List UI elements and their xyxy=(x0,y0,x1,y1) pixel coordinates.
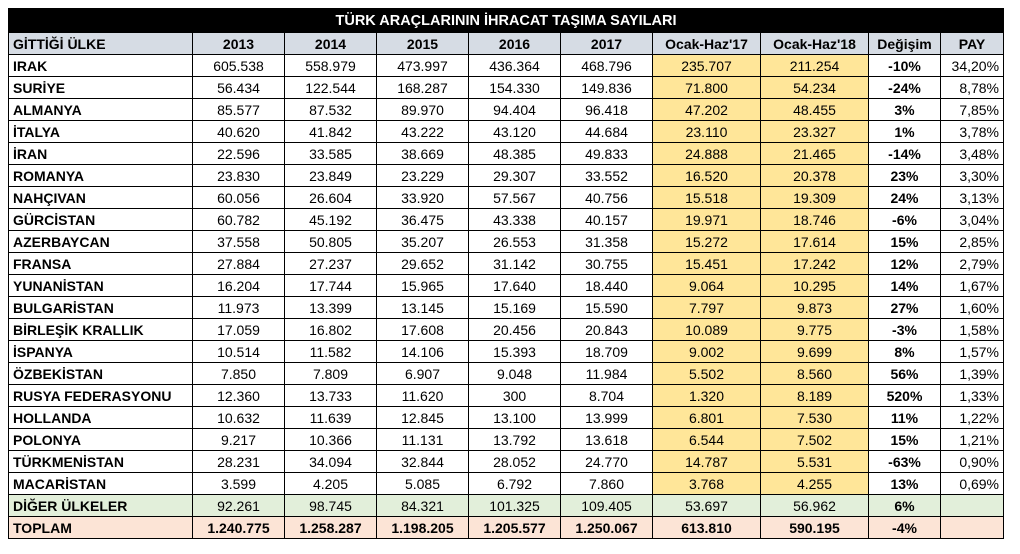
period-value-cell: 3.768 xyxy=(653,473,761,495)
value-cell: 13.733 xyxy=(285,385,377,407)
country-cell: ROMANYA xyxy=(9,165,193,187)
value-cell: 35.207 xyxy=(377,231,469,253)
share-cell: 1,60% xyxy=(941,297,1004,319)
share-cell: 0,90% xyxy=(941,451,1004,473)
value-cell: 56.434 xyxy=(193,77,285,99)
period-value-cell: 23.110 xyxy=(653,121,761,143)
value-cell: 92.261 xyxy=(193,495,285,517)
value-cell: 15.169 xyxy=(469,297,561,319)
period-value-cell: 8.560 xyxy=(761,363,869,385)
table-row xyxy=(9,451,1004,473)
value-cell: 33.585 xyxy=(285,143,377,165)
table-row xyxy=(9,297,1004,319)
value-cell: 41.842 xyxy=(285,121,377,143)
value-cell: 60.056 xyxy=(193,187,285,209)
value-cell: 7.809 xyxy=(285,363,377,385)
country-cell: SURİYE xyxy=(9,77,193,99)
column-header: GİTTİĞİ ÜLKE xyxy=(9,33,193,55)
column-header: 2014 xyxy=(285,33,377,55)
change-cell: 24% xyxy=(869,187,941,209)
value-cell: 11.582 xyxy=(285,341,377,363)
country-cell: DİĞER ÜLKELER xyxy=(9,495,193,517)
value-cell: 40.620 xyxy=(193,121,285,143)
period-value-cell: 53.697 xyxy=(653,495,761,517)
period-value-cell: 7.502 xyxy=(761,429,869,451)
period-value-cell: 56.962 xyxy=(761,495,869,517)
change-cell: 520% xyxy=(869,385,941,407)
country-cell: ALMANYA xyxy=(9,99,193,121)
value-cell: 14.106 xyxy=(377,341,469,363)
value-cell: 40.157 xyxy=(561,209,653,231)
value-cell: 85.577 xyxy=(193,99,285,121)
period-value-cell: 9.002 xyxy=(653,341,761,363)
period-value-cell: 19.309 xyxy=(761,187,869,209)
change-cell: -6% xyxy=(869,209,941,231)
value-cell: 11.639 xyxy=(285,407,377,429)
value-cell: 40.756 xyxy=(561,187,653,209)
period-value-cell: 15.451 xyxy=(653,253,761,275)
period-value-cell: 19.971 xyxy=(653,209,761,231)
value-cell: 7.850 xyxy=(193,363,285,385)
country-cell: TOPLAM xyxy=(9,517,193,539)
table-row xyxy=(9,55,1004,77)
change-cell: -24% xyxy=(869,77,941,99)
share-cell: 3,48% xyxy=(941,143,1004,165)
table-row xyxy=(9,231,1004,253)
value-cell: 16.204 xyxy=(193,275,285,297)
total-row xyxy=(9,517,1004,539)
share-cell: 1,22% xyxy=(941,407,1004,429)
value-cell: 84.321 xyxy=(377,495,469,517)
country-cell: İSPANYA xyxy=(9,341,193,363)
value-cell: 20.456 xyxy=(469,319,561,341)
change-cell: -4% xyxy=(869,517,941,539)
value-cell: 10.366 xyxy=(285,429,377,451)
period-value-cell: 17.614 xyxy=(761,231,869,253)
change-cell: 13% xyxy=(869,473,941,495)
table-row xyxy=(9,319,1004,341)
value-cell: 1.240.775 xyxy=(193,517,285,539)
value-cell: 57.567 xyxy=(469,187,561,209)
value-cell: 10.514 xyxy=(193,341,285,363)
period-value-cell: 23.327 xyxy=(761,121,869,143)
table-row xyxy=(9,165,1004,187)
value-cell: 18.709 xyxy=(561,341,653,363)
country-cell: IRAK xyxy=(9,55,193,77)
country-cell: TÜRKMENİSTAN xyxy=(9,451,193,473)
change-cell: 11% xyxy=(869,407,941,429)
period-value-cell: 16.520 xyxy=(653,165,761,187)
country-cell: MACARİSTAN xyxy=(9,473,193,495)
value-cell: 6.907 xyxy=(377,363,469,385)
value-cell: 9.217 xyxy=(193,429,285,451)
value-cell: 15.965 xyxy=(377,275,469,297)
country-cell: POLONYA xyxy=(9,429,193,451)
country-cell: BİRLEŞİK KRALLIK xyxy=(9,319,193,341)
value-cell: 26.604 xyxy=(285,187,377,209)
period-value-cell: 6.544 xyxy=(653,429,761,451)
share-cell xyxy=(941,495,1004,517)
period-value-cell: 9.699 xyxy=(761,341,869,363)
value-cell: 44.684 xyxy=(561,121,653,143)
other-countries-row xyxy=(9,495,1004,517)
period-value-cell: 235.707 xyxy=(653,55,761,77)
value-cell: 11.131 xyxy=(377,429,469,451)
share-cell: 3,04% xyxy=(941,209,1004,231)
country-cell: GÜRCİSTAN xyxy=(9,209,193,231)
change-cell: 23% xyxy=(869,165,941,187)
value-cell: 154.330 xyxy=(469,77,561,99)
value-cell: 6.792 xyxy=(469,473,561,495)
country-cell: İRAN xyxy=(9,143,193,165)
value-cell: 48.385 xyxy=(469,143,561,165)
value-cell: 13.999 xyxy=(561,407,653,429)
country-cell: AZERBAYCAN xyxy=(9,231,193,253)
period-value-cell: 24.888 xyxy=(653,143,761,165)
column-header: 2017 xyxy=(561,33,653,55)
value-cell: 23.229 xyxy=(377,165,469,187)
column-header: Ocak-Haz'18 xyxy=(761,33,869,55)
value-cell: 1.250.067 xyxy=(561,517,653,539)
change-cell: -14% xyxy=(869,143,941,165)
table-row xyxy=(9,121,1004,143)
period-value-cell: 7.530 xyxy=(761,407,869,429)
value-cell: 15.590 xyxy=(561,297,653,319)
table-row xyxy=(9,99,1004,121)
value-cell: 109.405 xyxy=(561,495,653,517)
value-cell: 22.596 xyxy=(193,143,285,165)
table-row xyxy=(9,363,1004,385)
table-row xyxy=(9,77,1004,99)
country-cell: FRANSA xyxy=(9,253,193,275)
change-cell: 6% xyxy=(869,495,941,517)
value-cell: 50.805 xyxy=(285,231,377,253)
country-cell: ÖZBEKİSTAN xyxy=(9,363,193,385)
change-cell: 14% xyxy=(869,275,941,297)
value-cell: 122.544 xyxy=(285,77,377,99)
value-cell: 3.599 xyxy=(193,473,285,495)
country-cell: İTALYA xyxy=(9,121,193,143)
period-value-cell: 9.775 xyxy=(761,319,869,341)
value-cell: 27.237 xyxy=(285,253,377,275)
column-header: 2013 xyxy=(193,33,285,55)
share-cell: 1,39% xyxy=(941,363,1004,385)
table-row xyxy=(9,341,1004,363)
share-cell: 34,20% xyxy=(941,55,1004,77)
change-cell: 12% xyxy=(869,253,941,275)
value-cell: 11.973 xyxy=(193,297,285,319)
change-cell: 3% xyxy=(869,99,941,121)
value-cell: 89.970 xyxy=(377,99,469,121)
period-value-cell: 15.518 xyxy=(653,187,761,209)
value-cell: 31.358 xyxy=(561,231,653,253)
value-cell: 17.608 xyxy=(377,319,469,341)
period-value-cell: 4.255 xyxy=(761,473,869,495)
value-cell: 15.393 xyxy=(469,341,561,363)
period-value-cell: 9.873 xyxy=(761,297,869,319)
value-cell: 1.205.577 xyxy=(469,517,561,539)
export-table xyxy=(8,8,1004,539)
value-cell: 8.704 xyxy=(561,385,653,407)
value-cell: 300 xyxy=(469,385,561,407)
table-row xyxy=(9,385,1004,407)
share-cell: 7,85% xyxy=(941,99,1004,121)
value-cell: 13.792 xyxy=(469,429,561,451)
share-cell: 3,30% xyxy=(941,165,1004,187)
table-row xyxy=(9,187,1004,209)
value-cell: 29.307 xyxy=(469,165,561,187)
header-row xyxy=(9,33,1004,55)
value-cell: 13.145 xyxy=(377,297,469,319)
value-cell: 28.052 xyxy=(469,451,561,473)
country-cell: BULGARİSTAN xyxy=(9,297,193,319)
table-row xyxy=(9,143,1004,165)
share-cell: 1,58% xyxy=(941,319,1004,341)
value-cell: 17.059 xyxy=(193,319,285,341)
share-cell xyxy=(941,517,1004,539)
period-value-cell: 5.531 xyxy=(761,451,869,473)
value-cell: 605.538 xyxy=(193,55,285,77)
value-cell: 168.287 xyxy=(377,77,469,99)
period-value-cell: 211.254 xyxy=(761,55,869,77)
value-cell: 473.997 xyxy=(377,55,469,77)
share-cell: 3,78% xyxy=(941,121,1004,143)
value-cell: 13.100 xyxy=(469,407,561,429)
period-value-cell: 8.189 xyxy=(761,385,869,407)
value-cell: 11.620 xyxy=(377,385,469,407)
period-value-cell: 1.320 xyxy=(653,385,761,407)
value-cell: 31.142 xyxy=(469,253,561,275)
column-header: Değişim xyxy=(869,33,941,55)
value-cell: 26.553 xyxy=(469,231,561,253)
period-value-cell: 48.455 xyxy=(761,99,869,121)
value-cell: 436.364 xyxy=(469,55,561,77)
period-value-cell: 6.801 xyxy=(653,407,761,429)
country-cell: YUNANİSTAN xyxy=(9,275,193,297)
column-header: PAY xyxy=(941,33,1004,55)
value-cell: 28.231 xyxy=(193,451,285,473)
value-cell: 7.860 xyxy=(561,473,653,495)
share-cell: 1,67% xyxy=(941,275,1004,297)
value-cell: 38.669 xyxy=(377,143,469,165)
table-row xyxy=(9,209,1004,231)
country-cell: RUSYA FEDERASYONU xyxy=(9,385,193,407)
period-value-cell: 10.089 xyxy=(653,319,761,341)
value-cell: 34.094 xyxy=(285,451,377,473)
share-cell: 1,33% xyxy=(941,385,1004,407)
value-cell: 16.802 xyxy=(285,319,377,341)
change-cell: -10% xyxy=(869,55,941,77)
table-row xyxy=(9,473,1004,495)
value-cell: 101.325 xyxy=(469,495,561,517)
share-cell: 0,69% xyxy=(941,473,1004,495)
share-cell: 1,21% xyxy=(941,429,1004,451)
value-cell: 1.198.205 xyxy=(377,517,469,539)
value-cell: 60.782 xyxy=(193,209,285,231)
value-cell: 149.836 xyxy=(561,77,653,99)
title-row xyxy=(9,9,1004,33)
period-value-cell: 18.746 xyxy=(761,209,869,231)
value-cell: 468.796 xyxy=(561,55,653,77)
value-cell: 27.884 xyxy=(193,253,285,275)
value-cell: 49.833 xyxy=(561,143,653,165)
period-value-cell: 613.810 xyxy=(653,517,761,539)
period-value-cell: 71.800 xyxy=(653,77,761,99)
change-cell: 27% xyxy=(869,297,941,319)
column-header: Ocak-Haz'17 xyxy=(653,33,761,55)
period-value-cell: 17.242 xyxy=(761,253,869,275)
table-row xyxy=(9,429,1004,451)
value-cell: 30.755 xyxy=(561,253,653,275)
value-cell: 43.338 xyxy=(469,209,561,231)
column-header: 2015 xyxy=(377,33,469,55)
period-value-cell: 10.295 xyxy=(761,275,869,297)
table-title: TÜRK ARAÇLARININ İHRACAT TAŞIMA SAYILARI xyxy=(9,9,1004,33)
value-cell: 45.192 xyxy=(285,209,377,231)
value-cell: 12.845 xyxy=(377,407,469,429)
value-cell: 33.552 xyxy=(561,165,653,187)
change-cell: 15% xyxy=(869,429,941,451)
country-cell: HOLLANDA xyxy=(9,407,193,429)
period-value-cell: 21.465 xyxy=(761,143,869,165)
table-wrapper xyxy=(8,8,1003,539)
period-value-cell: 5.502 xyxy=(653,363,761,385)
share-cell: 2,79% xyxy=(941,253,1004,275)
period-value-cell: 9.064 xyxy=(653,275,761,297)
value-cell: 9.048 xyxy=(469,363,561,385)
value-cell: 23.830 xyxy=(193,165,285,187)
value-cell: 24.770 xyxy=(561,451,653,473)
column-header: 2016 xyxy=(469,33,561,55)
period-value-cell: 20.378 xyxy=(761,165,869,187)
period-value-cell: 54.234 xyxy=(761,77,869,99)
table-row xyxy=(9,253,1004,275)
value-cell: 4.205 xyxy=(285,473,377,495)
period-value-cell: 14.787 xyxy=(653,451,761,473)
value-cell: 87.532 xyxy=(285,99,377,121)
period-value-cell: 590.195 xyxy=(761,517,869,539)
share-cell: 8,78% xyxy=(941,77,1004,99)
change-cell: 1% xyxy=(869,121,941,143)
value-cell: 13.399 xyxy=(285,297,377,319)
value-cell: 10.632 xyxy=(193,407,285,429)
value-cell: 12.360 xyxy=(193,385,285,407)
value-cell: 11.984 xyxy=(561,363,653,385)
value-cell: 33.920 xyxy=(377,187,469,209)
value-cell: 17.640 xyxy=(469,275,561,297)
change-cell: -3% xyxy=(869,319,941,341)
change-cell: 56% xyxy=(869,363,941,385)
change-cell: -63% xyxy=(869,451,941,473)
value-cell: 94.404 xyxy=(469,99,561,121)
share-cell: 3,13% xyxy=(941,187,1004,209)
value-cell: 32.844 xyxy=(377,451,469,473)
value-cell: 29.652 xyxy=(377,253,469,275)
value-cell: 43.222 xyxy=(377,121,469,143)
period-value-cell: 15.272 xyxy=(653,231,761,253)
value-cell: 98.745 xyxy=(285,495,377,517)
table-row xyxy=(9,407,1004,429)
value-cell: 20.843 xyxy=(561,319,653,341)
value-cell: 5.085 xyxy=(377,473,469,495)
value-cell: 558.979 xyxy=(285,55,377,77)
share-cell: 1,57% xyxy=(941,341,1004,363)
country-cell: NAHÇIVAN xyxy=(9,187,193,209)
period-value-cell: 47.202 xyxy=(653,99,761,121)
value-cell: 18.440 xyxy=(561,275,653,297)
value-cell: 96.418 xyxy=(561,99,653,121)
value-cell: 23.849 xyxy=(285,165,377,187)
period-value-cell: 7.797 xyxy=(653,297,761,319)
value-cell: 37.558 xyxy=(193,231,285,253)
value-cell: 17.744 xyxy=(285,275,377,297)
value-cell: 1.258.287 xyxy=(285,517,377,539)
value-cell: 43.120 xyxy=(469,121,561,143)
change-cell: 15% xyxy=(869,231,941,253)
value-cell: 13.618 xyxy=(561,429,653,451)
share-cell: 2,85% xyxy=(941,231,1004,253)
change-cell: 8% xyxy=(869,341,941,363)
table-row xyxy=(9,275,1004,297)
value-cell: 36.475 xyxy=(377,209,469,231)
